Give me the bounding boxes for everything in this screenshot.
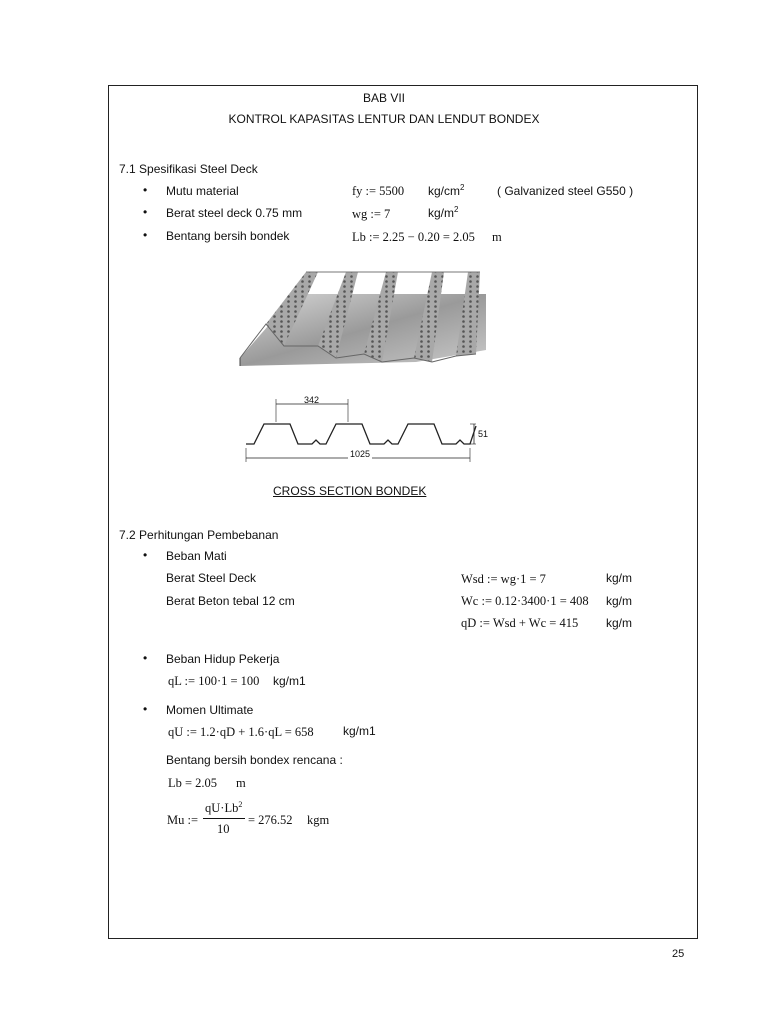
- dim-51-label: 51: [478, 429, 489, 439]
- fraction-bar: [203, 818, 245, 819]
- steel-deck-photo: [240, 272, 486, 366]
- formula-mu-denominator: 10: [217, 822, 230, 836]
- label-berat-steel-deck: Berat steel deck 0.75 mm: [166, 206, 303, 220]
- figure-caption: CROSS SECTION BONDEK: [273, 484, 427, 498]
- unit-lb-rencana: m: [236, 776, 246, 790]
- bullet-bentang: •: [143, 228, 148, 242]
- unit-wsd: kg/m: [606, 571, 633, 585]
- formula-mu-lhs: Mu :=: [167, 813, 199, 827]
- bullet-beban-hidup: •: [143, 651, 148, 665]
- chapter-label: BAB VII: [362, 91, 406, 105]
- bentang-rencana-text: Bentang bersih bondex rencana :: [166, 753, 343, 767]
- label-bentang-bersih: Bentang bersih bondek: [166, 229, 290, 243]
- bullet-beban-mati: •: [143, 548, 148, 562]
- formula-lb: Lb := 2.25 − 0.20 = 2.05: [352, 230, 475, 244]
- section-heading-7-1: 7.1 Spesifikasi Steel Deck: [119, 162, 258, 176]
- label-berat-steel-deck-2: Berat Steel Deck: [166, 571, 257, 585]
- formula-mu-numerator: $qU\cdot Lb^2$: [205, 799, 243, 815]
- beban-mati-title: Beban Mati: [166, 549, 227, 563]
- note-galvanized: ( Galvanized steel G550 ): [497, 184, 634, 198]
- unit-wc: kg/m: [606, 594, 633, 608]
- formula-mu-result: = 276.52: [248, 813, 293, 827]
- unit-mu: kgm: [307, 813, 330, 827]
- bondek-drawing: [236, 254, 490, 470]
- label-berat-beton: Berat Beton tebal 12 cm: [166, 594, 295, 608]
- formula-fy: fy := 5500: [352, 184, 405, 198]
- section-heading-7-2: 7.2 Perhitungan Pembebanan: [119, 528, 279, 542]
- bullet-mutu: •: [143, 183, 148, 197]
- dim-1025-label: 1025: [350, 449, 371, 459]
- dim-342-label: 342: [304, 395, 320, 405]
- bullet-berat: •: [143, 205, 148, 219]
- formula-qd: qD := Wsd + Wc = 415: [461, 616, 579, 630]
- momen-ultimate-title: Momen Ultimate: [166, 703, 254, 717]
- unit-qd: kg/m: [606, 616, 633, 630]
- page-title: KONTROL KAPASITAS LENTUR DAN LENDUT BONDEX: [228, 112, 540, 126]
- bondek-figure: [236, 254, 490, 470]
- formula-lb-rencana: Lb = 2.05: [168, 776, 218, 790]
- unit-ql: kg/m1: [273, 674, 306, 688]
- unit-lb: m: [492, 230, 502, 244]
- beban-hidup-title: Beban Hidup Pekerja: [166, 652, 280, 666]
- formula-ql: qL := 100·1 = 100: [168, 674, 260, 688]
- formula-qu: qU := 1.2·qD + 1.6·qL = 658: [168, 725, 314, 739]
- page-number: 25: [672, 948, 685, 960]
- formula-wc: Wc := 0.12·3400·1 = 408: [461, 594, 589, 608]
- unit-wg: $kg/m^2$: [428, 205, 459, 220]
- bullet-momen: •: [143, 702, 148, 716]
- unit-qu: kg/m1: [343, 724, 376, 738]
- label-mutu-material: Mutu material: [166, 184, 239, 198]
- unit-fy: $kg/cm^2$: [428, 183, 465, 198]
- formula-wsd: Wsd := wg·1 = 7: [461, 572, 546, 586]
- formula-wg: wg := 7: [352, 207, 391, 221]
